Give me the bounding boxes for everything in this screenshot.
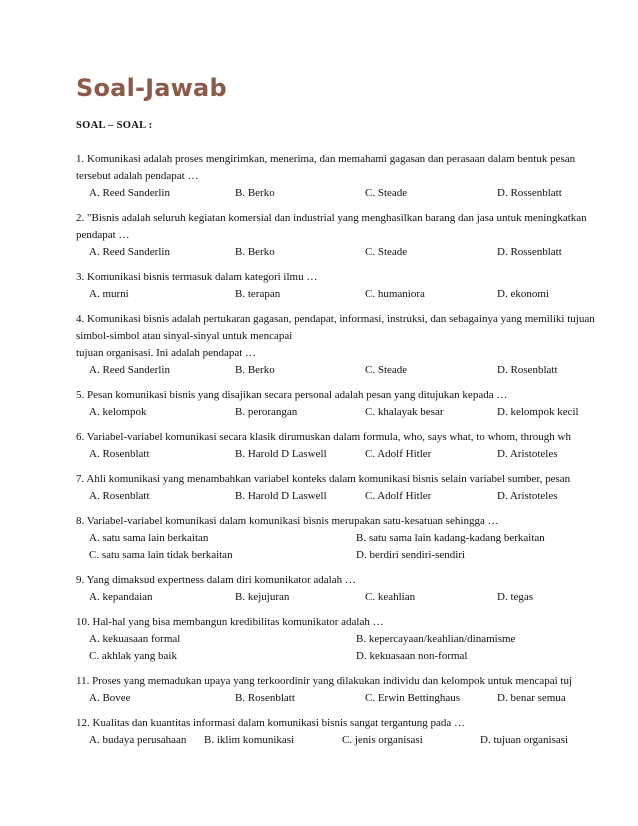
answer-options-row [76, 547, 638, 564]
question-item [76, 614, 638, 665]
answer-option: B. satu sama lain kadang-kadang berkaitan [356, 532, 545, 544]
answer-option: C. keahlian [365, 591, 416, 603]
question-item [76, 471, 638, 505]
answer-option: B. terapan [235, 288, 281, 300]
answer-option: D. ekonomi [497, 288, 549, 300]
answer-option: C. Erwin Bettinghaus [365, 692, 461, 704]
answer-option: D. Aristoteles [497, 490, 558, 502]
answer-option: D. kekuasaan non-formal [356, 650, 468, 662]
page-title: Soal-Jawab [76, 74, 227, 102]
answer-option: B. perorangan [235, 406, 298, 418]
answer-option: D. Rossenblatt [497, 187, 562, 199]
answer-option: A. satu sama lain berkaitan [89, 532, 209, 544]
answer-options-row [76, 362, 638, 379]
question-item [76, 673, 638, 707]
answer-option: A. Rosenblatt [89, 448, 150, 460]
answer-options-row [76, 446, 638, 463]
answer-options-row [76, 286, 638, 303]
question-text: 7. Ahli komunikasi yang menambahkan variabel konteks dalam komunikasi bisnis selain variabel sumber, pesan [76, 473, 571, 485]
answer-option: B. kejujuran [235, 591, 290, 603]
question-text: simbol-simbol atau sinyal-sinyal untuk mencapai [76, 330, 293, 342]
question-text: 12. Kualitas dan kuantitas informasi dalam komunikasi bisnis sangat tergantung pada … [76, 717, 466, 729]
answer-option: C. Adolf Hitler [365, 448, 432, 460]
question-item [76, 429, 638, 463]
answer-option: C. Steade [365, 246, 408, 258]
answer-option: C. Steade [365, 187, 408, 199]
question-text: 11. Proses yang memadukan upaya yang terkoordinir yang dilakukan individu dan kelompok untuk mencapai tuj [76, 675, 573, 687]
question-list [76, 151, 638, 757]
answer-options-row [76, 589, 638, 606]
answer-option: D. kelompok kecil [497, 406, 579, 418]
answer-option: A. kepandaian [89, 591, 153, 603]
answer-option: A. kekuasaan formal [89, 633, 181, 645]
answer-option: D. benar semua [497, 692, 566, 704]
question-item [76, 715, 638, 749]
answer-option: C. satu sama lain tidak berkaitan [89, 549, 233, 561]
answer-option: C. Steade [365, 364, 408, 376]
answer-option: B. Harold D Laswell [235, 448, 327, 460]
answer-option: B. Berko [235, 187, 275, 199]
answer-option: A. Reed Sanderlin [89, 246, 170, 258]
question-item [76, 269, 638, 303]
answer-option: C. humaniora [365, 288, 425, 300]
question-text: 9. Yang dimaksud expertness dalam diri komunikator adalah … [76, 574, 356, 586]
answer-option: A. Reed Sanderlin [89, 364, 170, 376]
question-text: tujuan organisasi. Ini adalah pendapat … [76, 347, 257, 359]
section-heading: SOAL – SOAL : [76, 120, 153, 131]
question-text: 5. Pesan komunikasi bisnis yang disajikan secara personal adalah pesan yang ditujukan kepada … [76, 389, 508, 401]
answer-option: D. Rosenblatt [497, 364, 558, 376]
question-item [76, 210, 638, 261]
question-text: 8. Variabel-variabel komunikasi dalam komunikasi bisnis merupakan satu-kesatuan sehingga … [76, 515, 499, 527]
answer-options-row [76, 404, 638, 421]
question-item [76, 387, 638, 421]
answer-option: B. iklim komunikasi [204, 734, 295, 746]
answer-options-row [76, 732, 638, 749]
answer-option: D. Rossenblatt [497, 246, 562, 258]
question-text: 4. Komunikasi bisnis adalah pertukaran gagasan, pendapat, informasi, instruksi, dan sebagainya yang memiliki tujuan [76, 313, 595, 325]
answer-option: A. Bovee [89, 692, 131, 704]
answer-option: C. Adolf Hitler [365, 490, 432, 502]
question-text: 10. Hal-hal yang bisa membangun kredibilitas komunikator adalah … [76, 616, 384, 628]
answer-option: D. tegas [497, 591, 534, 603]
answer-option: D. Aristoteles [497, 448, 558, 460]
answer-option: B. Berko [235, 364, 275, 376]
question-item [76, 311, 638, 379]
question-item [76, 572, 638, 606]
answer-options-row [76, 648, 638, 665]
question-item [76, 513, 638, 564]
question-text: 6. Variabel-variabel komunikasi secara klasik dirumuskan dalam formula, who, says what, to whom, through wh [76, 431, 571, 443]
question-text: 2. "Bisnis adalah seluruh kegiatan komersial dan industrial yang menghasilkan barang dan jasa untuk meningkatkan [76, 212, 587, 224]
answer-option: C. akhlak yang baik [89, 650, 177, 662]
answer-options-row [76, 185, 638, 202]
question-item [76, 151, 638, 202]
answer-options-row [76, 631, 638, 648]
question-text: pendapat … [76, 229, 130, 241]
answer-option: C. jenis organisasi [342, 734, 423, 746]
answer-option: B. Berko [235, 246, 275, 258]
answer-options-row [76, 690, 638, 707]
question-text: tersebut adalah pendapat … [76, 170, 199, 182]
answer-option: A. murni [89, 288, 129, 300]
answer-options-row [76, 244, 638, 261]
answer-option: A. Rosenblatt [89, 490, 150, 502]
answer-option: D. berdiri sendiri-sendiri [356, 549, 466, 561]
answer-option: B. Harold D Laswell [235, 490, 327, 502]
answer-option: D. tujuan organisasi [480, 734, 569, 746]
answer-option: A. Reed Sanderlin [89, 187, 170, 199]
question-text: 3. Komunikasi bisnis termasuk dalam kategori ilmu … [76, 271, 318, 283]
answer-option: A. budaya perusahaan [89, 734, 187, 746]
question-text: 1. Komunikasi adalah proses mengirimkan, menerima, dan memahami gagasan dan perasaan dalam bentuk pesan [76, 153, 576, 165]
answer-options-row [76, 530, 638, 547]
answer-option: A. kelompok [89, 406, 147, 418]
answer-option: C. khalayak besar [365, 406, 444, 418]
answer-options-row [76, 488, 638, 505]
answer-option: B. kepercayaan/keahlian/dinamisme [356, 633, 516, 645]
answer-option: B. Rosenblatt [235, 692, 295, 704]
